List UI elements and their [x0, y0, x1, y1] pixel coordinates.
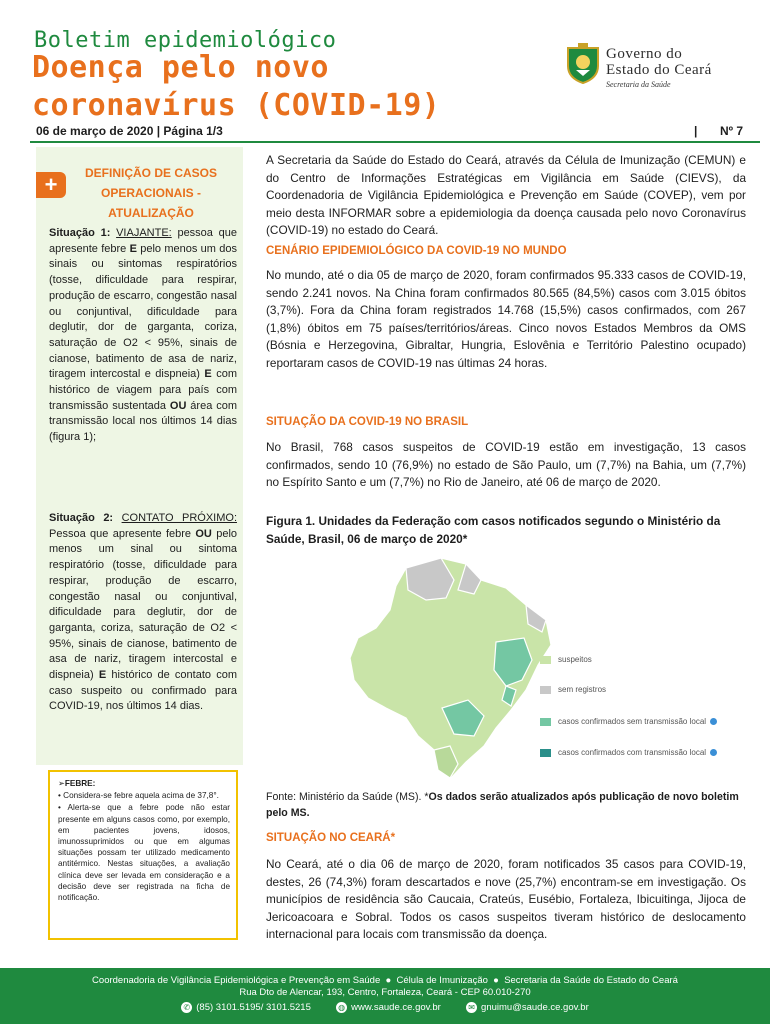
footer-site-link[interactable]: www.saude.ce.gov.br: [351, 1002, 441, 1014]
legend-swatch-com-transmissao: [540, 749, 551, 757]
phone-icon: ✆: [181, 1002, 192, 1013]
footer-covep: Coordenadoria de Vigilância Epidemiológica e Prevenção em Saúde: [92, 975, 381, 986]
sit2-label: Situação 2:: [49, 512, 114, 524]
legend-label-sem-registros: sem registros: [558, 685, 607, 694]
brazil-map: [346, 550, 556, 782]
sit2-text-c: histórico de contato com caso suspeito ou confirmado para COVID-19, nos últimos 14 dias.: [49, 669, 237, 713]
source-note-b: Os dados serão atualizados após publicação de novo boletim pelo MS.: [266, 791, 739, 819]
fever-item-1-text: Considera-se febre aquela acima de 37,8°.: [63, 791, 219, 801]
situation-2-text: [49, 511, 237, 715]
arrow-icon: ➢: [58, 779, 65, 788]
separator: |: [694, 124, 698, 138]
sit1-e2: E: [204, 368, 212, 381]
footer-address: Rua Dto de Alencar, 193, Centro, Fortaleza, Ceará - CEP 60.010-270: [239, 987, 531, 998]
info-icon: [710, 718, 717, 725]
legend-swatch-sem-transmissao: [540, 718, 551, 726]
section-title-ceara: SITUAÇÃO NO CEARÁ*: [266, 832, 396, 844]
ceara-paragraph: No Ceará, até o dia 06 de março de 2020, foram notificados 35 casos para COVID-19, destes, 26 (74,3%) foram descartados e nove (25,7%) encontram-se em investigação. Os municípios de residência são Caucaia, Crateús, Eusébio, Fortaleza, Ibicuitinga, Jijoca de Jericoacoara e Sobral. Todos os casos suspeitos tiveram histórico de deslocamento internacional para locais com transmissão da doença.: [266, 857, 746, 942]
sidebar-heading-line3: ATUALIZAÇÃO: [108, 206, 194, 220]
state-crest-icon: [566, 42, 600, 84]
page-title-line2: coronavírus (COVID-19): [32, 88, 441, 123]
issue-number: Nº 7: [720, 124, 744, 138]
legend-text-com-transmissao: casos confirmados com transmissão local: [558, 748, 707, 757]
info-icon: [710, 749, 717, 756]
sit1-label: Situação 1:: [49, 227, 111, 239]
fever-item-2: • Alerta-se que a febre pode não estar presente em alguns casos como, por exemplo, em pacientes jovens, idosos, imunossuprimidos ou que em algumas situações possam ter utilizado medicamento antitérmico. Nestas situações, a avaliação clínica deve ser levada em consideração e a decisão deve ser registrada na ficha de notificação.: [58, 803, 230, 903]
sit2-term: CONTATO PRÓXIMO:: [121, 512, 237, 524]
globe-icon: ◍: [336, 1002, 347, 1013]
legend-label-suspeitos: suspeitos: [558, 655, 592, 664]
source-note: [266, 790, 746, 821]
sit1-text-d: área com transmissão local nos últimos 14 dias (figura 1);: [49, 399, 237, 444]
legend-label-com-transmissao: [558, 748, 717, 757]
fever-heading: [58, 778, 230, 789]
government-logo: [566, 42, 746, 92]
sit1-text-c: com histórico de viagem para país com transmissão sustentada: [49, 368, 238, 412]
section-title-brazil: SITUAÇÃO DA COVID-19 NO BRASIL: [266, 416, 469, 428]
sidebar-heading-line2: OPERACIONAIS -: [100, 186, 201, 200]
footer-secretaria: Secretaria da Saúde do Estado do Ceará: [504, 975, 678, 986]
fever-item-2-text: Alerta-se que a febre pode não estar presente em alguns casos como, por exemplo, em pacientes jovens, idosos, imunossuprimidos ou que em algumas situações possam ter utilizado medicamento antitérmico. Nestas situações, a avaliação clínica deve ser levada em consideração e a decisão deve ser registrada na ficha de notificação.: [58, 803, 230, 903]
fever-item-1: • Considera-se febre aquela acima de 37,8°.: [58, 791, 219, 801]
date-page: 06 de março de 2020 | Página 1/3: [36, 124, 223, 138]
figure-caption: Figura 1. Unidades da Federação com casos notificados segundo o Ministério da Saúde, Brasil, 06 de março de 2020*: [266, 514, 721, 546]
logo-line-estado: Estado do Ceará: [606, 62, 712, 78]
logo-line-governo: Governo do: [606, 46, 683, 62]
sidebar-heading-line1: DEFINIÇÃO DE CASOS: [84, 166, 217, 180]
footer: [0, 968, 770, 1024]
section-title-world: CENÁRIO EPIDEMIOLÓGICO DA COVID-19 NO MUNDO: [266, 245, 567, 257]
page-title-line1: Doença pelo novo: [32, 50, 329, 85]
email-icon: ✉: [466, 1002, 477, 1013]
source-note-a: Fonte: Ministério da Saúde (MS). *: [266, 791, 429, 803]
date-bar: [30, 123, 760, 143]
sit2-text-b: pelo menos um sinal ou sintoma respiratório (tosse, dificuldade para respirar, produção de escarro, congestão nasal ou conjuntival, dificuldade para deglutir, dor de garganta, coriza, saturação de O2 < 95%, sinais de cianose, batimento de asa de nariz, tiragem intercostal e dispneia): [49, 527, 238, 682]
sit1-ou: OU: [169, 399, 187, 412]
sit1-text-b: pelo menos um dos sinais ou sintomas respiratórios (tosse, dificuldade para respirar, produção de escarro, congestão nasal ou conjuntival, dificuldade para deglutir, dor de garganta, coriza, saturação de O2 < 95%, sinais de cianose, batimento de asa de nariz, tiragem intercostal e dispneia): [49, 242, 237, 381]
fever-note-box: [48, 770, 238, 940]
legend-swatch-suspeitos: [540, 656, 551, 664]
legend-swatch-sem-registros: [540, 686, 551, 694]
footer-email-link[interactable]: gnuimu@saude.ce.gov.br: [481, 1002, 589, 1014]
plus-icon: +: [36, 172, 66, 198]
sit1-e: E: [129, 242, 137, 255]
legend-text-sem-transmissao: casos confirmados sem transmissão local: [558, 717, 707, 726]
sit1-term: VIAJANTE:: [116, 227, 172, 239]
footer-contacts: [0, 1002, 770, 1013]
footer-celula: Célula de Imunização: [396, 975, 488, 986]
bulletin-kicker: Boletim epidemiológico: [34, 28, 337, 53]
world-paragraph: No mundo, até o dia 05 de março de 2020, foram confirmados 95.333 casos de COVID-19, sendo 2.241 novos. Na China foram confirmados 80.565 (84,5%) casos com 3.015 óbitos (3,7%). Fora da China foram registrados 14.768 (15,5%) casos confirmados, com 267 (1,8%) óbitos em 75 países/territórios/áreas. Cinco novos Estados Membros da OMS (Bósnia e Herzegovina, Gibraltar, Hungria, Eslovênia e Território Palestino ocupado) reportaram casos de COVID-19 nas últimas 24 horas.: [266, 268, 746, 370]
fever-heading-text: FEBRE:: [64, 779, 96, 788]
sidebar-heading: [66, 163, 236, 223]
sit1-text-a: pessoa que apresente febre: [49, 227, 237, 255]
sit2-e: E: [98, 669, 107, 682]
brazil-paragraph: No Brasil, 768 casos suspeitos de COVID-19 estão em investigação, 13 casos confirmados, sendo 10 (76,9%) no estado de São Paulo, um (7,7%) na Bahia, um (7,7%) no Espírito Santo e um (7,7%) no Rio de Janeiro, até 06 de março de 2020.: [266, 440, 746, 490]
sit2-text-a: Pessoa que apresente febre: [49, 527, 196, 540]
sit2-ou: OU: [195, 527, 212, 540]
footer-line-1: Coordenadoria de Vigilância Epidemiológica e Prevenção em Saúde ● Célula de Imunização ● Secretaria da Saúde do Estado do Ceará: [92, 975, 678, 986]
situation-1-text: [49, 226, 237, 446]
footer-phone[interactable]: (85) 3101.5195/ 3101.5215: [196, 1002, 311, 1014]
intro-paragraph: A Secretaria da Saúde do Estado do Ceará, através da Célula de Imunização (CEMUN) e do Centro de Informações Estratégicas em Vigilância em Saúde (CIEVS), da Coordenadoria de Vigilância Epidemiológica e Prevenção em Saúde (COVEP), vem por meio desta INFORMAR sobre a epidemiologia da doença causada pelo novo Coronavírus (COVID-19) no estado do Ceará.: [266, 153, 746, 238]
legend-label-sem-transmissao: [558, 717, 717, 726]
logo-line-secretaria: Secretaria da Saúde: [606, 80, 671, 89]
